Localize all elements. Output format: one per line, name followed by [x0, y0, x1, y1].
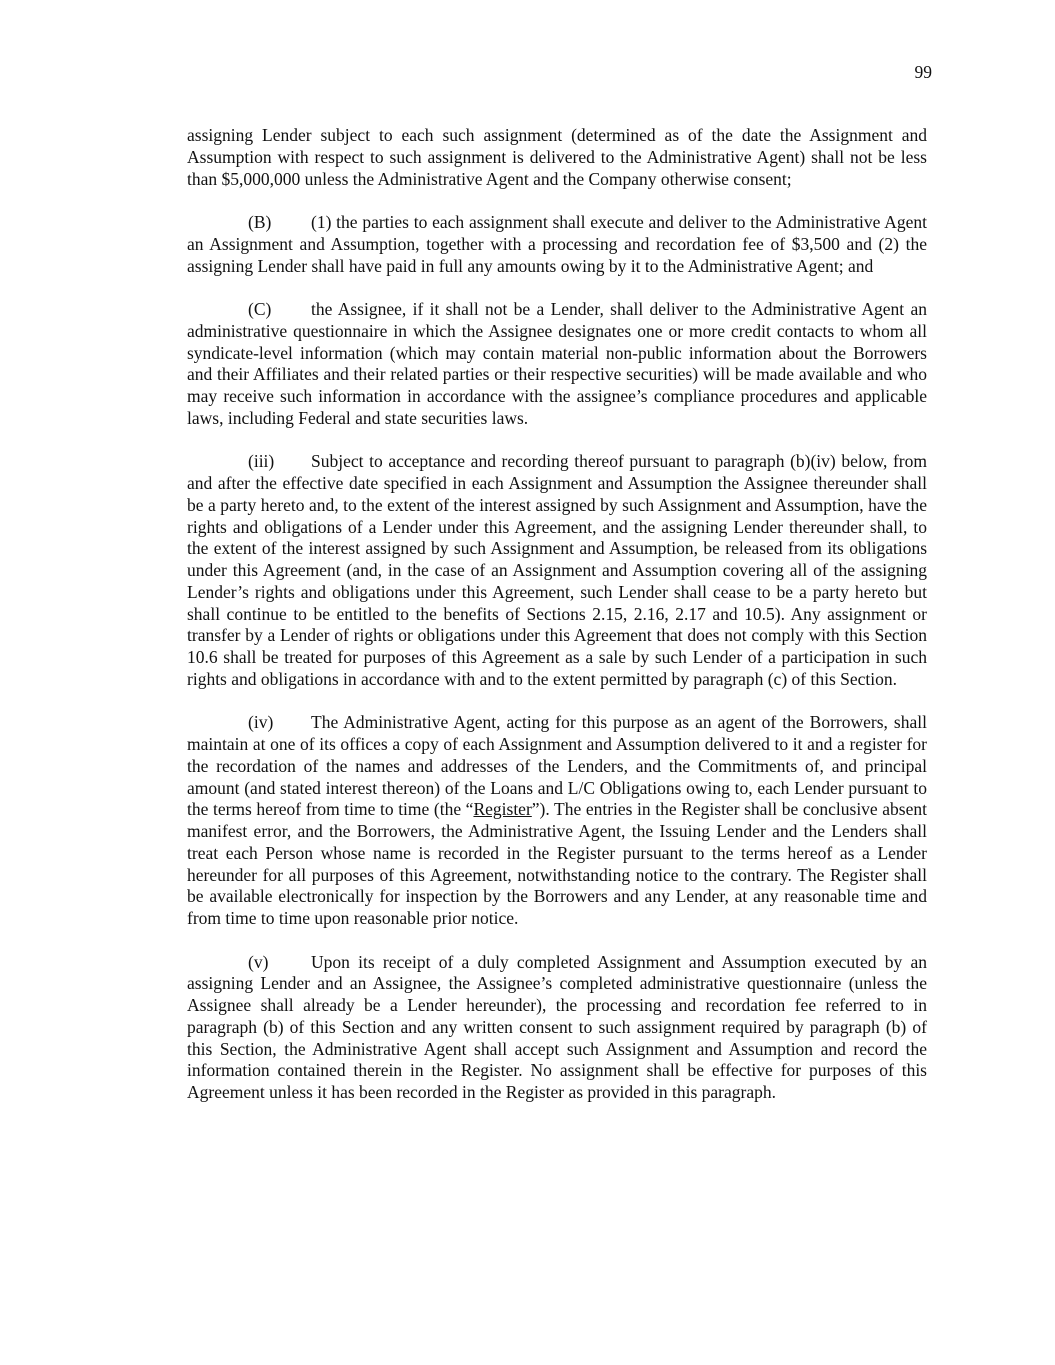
paragraph-iii [187, 451, 927, 690]
paragraph-iv [187, 712, 927, 930]
paragraph-B [187, 212, 927, 277]
paragraph-text: the Assignee, if it shall not be a Lender, shall deliver to the Administrative Agent an administrative questionnaire in which the Assignee designates one or more credit contacts to whom all syndicate-level information (which may contain material non-public information about the Borrowers and their Affiliates and their related parties or their respective securities) will be made available and who may receive such information in accordance with the assignee’s compliance procedures and applicable laws, including Federal and state securities laws. [187, 299, 927, 428]
paragraph-C [187, 299, 927, 430]
paragraph-label: (iv) [248, 712, 274, 733]
paragraph-text: ”). The entries in the Register shall be conclusive absent manifest error, and the Borrowers, the Administrative Agent, the Issuing Lender and the Lenders shall treat each Person whose name is recorded in the Register pursuant to the terms hereof as a Lender hereunder for all purposes of this Agreement, notwithstanding notice to the contrary. The Register shall be available electronically for inspection by the Borrowers and any Lender, at any reasonable time and from time to time upon reasonable prior notice. [187, 799, 927, 928]
paragraph-label: (iii) [248, 451, 275, 472]
paragraph-label: (C) [248, 299, 272, 319]
paragraph-text: Upon its receipt of a duly completed Assignment and Assumption executed by an assigning Lender and an Assignee, the Assignee’s completed administrative questionnaire (unless the Assignee shall already be a Lender hereunder), the processing and recordation fee referred to in paragraph (b) of this Section and any written consent to such assignment required by paragraph (b) of this Section, the Administrative Agent shall accept such Assignment and Assumption and record the information contained therein in the Register. No assignment shall be effective for purposes of this Agreement unless it has been recorded in the Register as provided in this paragraph. [187, 951, 927, 1102]
defined-term-register: Register [473, 799, 532, 820]
paragraph-continued [187, 125, 927, 190]
paragraph-text: assigning Lender subject to each such assignment (determined as of the date the Assignment and Assumption with respect to such assignment is delivered to the Administrative Agent) shall not be less than $5,000,000 unless the Administrative Agent and the Company otherwise consent; [187, 125, 927, 189]
document-body [187, 125, 927, 1126]
paragraph-text: (1) the parties to each assignment shall execute and deliver to the Administrative Agent an Assignment and Assumption, together with a processing and recordation fee of $3,500 and (2) the assigning Lender shall have paid in full any amounts owing by it to the Administrative Agent; and [187, 212, 927, 276]
paragraph-label: (B) [248, 212, 272, 232]
paragraph-text: The Administrative Agent, acting for this purpose as an agent of the Borrowers, shall maintain at one of its offices a copy of each Assignment and Assumption delivered to it and a register for the recordation of the names and addresses of the Lenders, and the Commitments of, and principal amount (and stated interest thereon) of the Loans and L/C Obligations owing to, each Lender pursuant to the terms hereof from time to time (the “ [187, 712, 927, 820]
page-number: 99 [914, 62, 932, 82]
paragraph-text: Subject to acceptance and recording thereof pursuant to paragraph (b)(iv) below, from and after the effective date specified in each Assignment and Assumption the Assignee thereunder shall be a party hereto and, to the extent of the interest assigned by such Assignment and Assumption, have the rights and obligations of a Lender under this Agreement, and the assigning Lender thereunder shall, to the extent of the interest assigned by such Assignment and Assumption, be released from its obligations under this Agreement (and, in the case of an Assignment and Assumption covering all of the assigning Lender’s rights and obligations under this Agreement, such Lender shall cease to be a party hereto but shall continue to be entitled to the benefits of Sections 2.15, 2.16, 2.17 and 10.5). Any assignment or transfer by a Lender of rights or obligations under this Agreement that does not comply with this Section 10.6 shall be treated for purposes of this Agreement as a sale by such Lender of a participation in such rights and obligations in accordance with and to the extent permitted by paragraph (c) of this Section. [187, 451, 927, 689]
paragraph-label: (v) [248, 951, 269, 972]
paragraph-v [187, 952, 927, 1104]
